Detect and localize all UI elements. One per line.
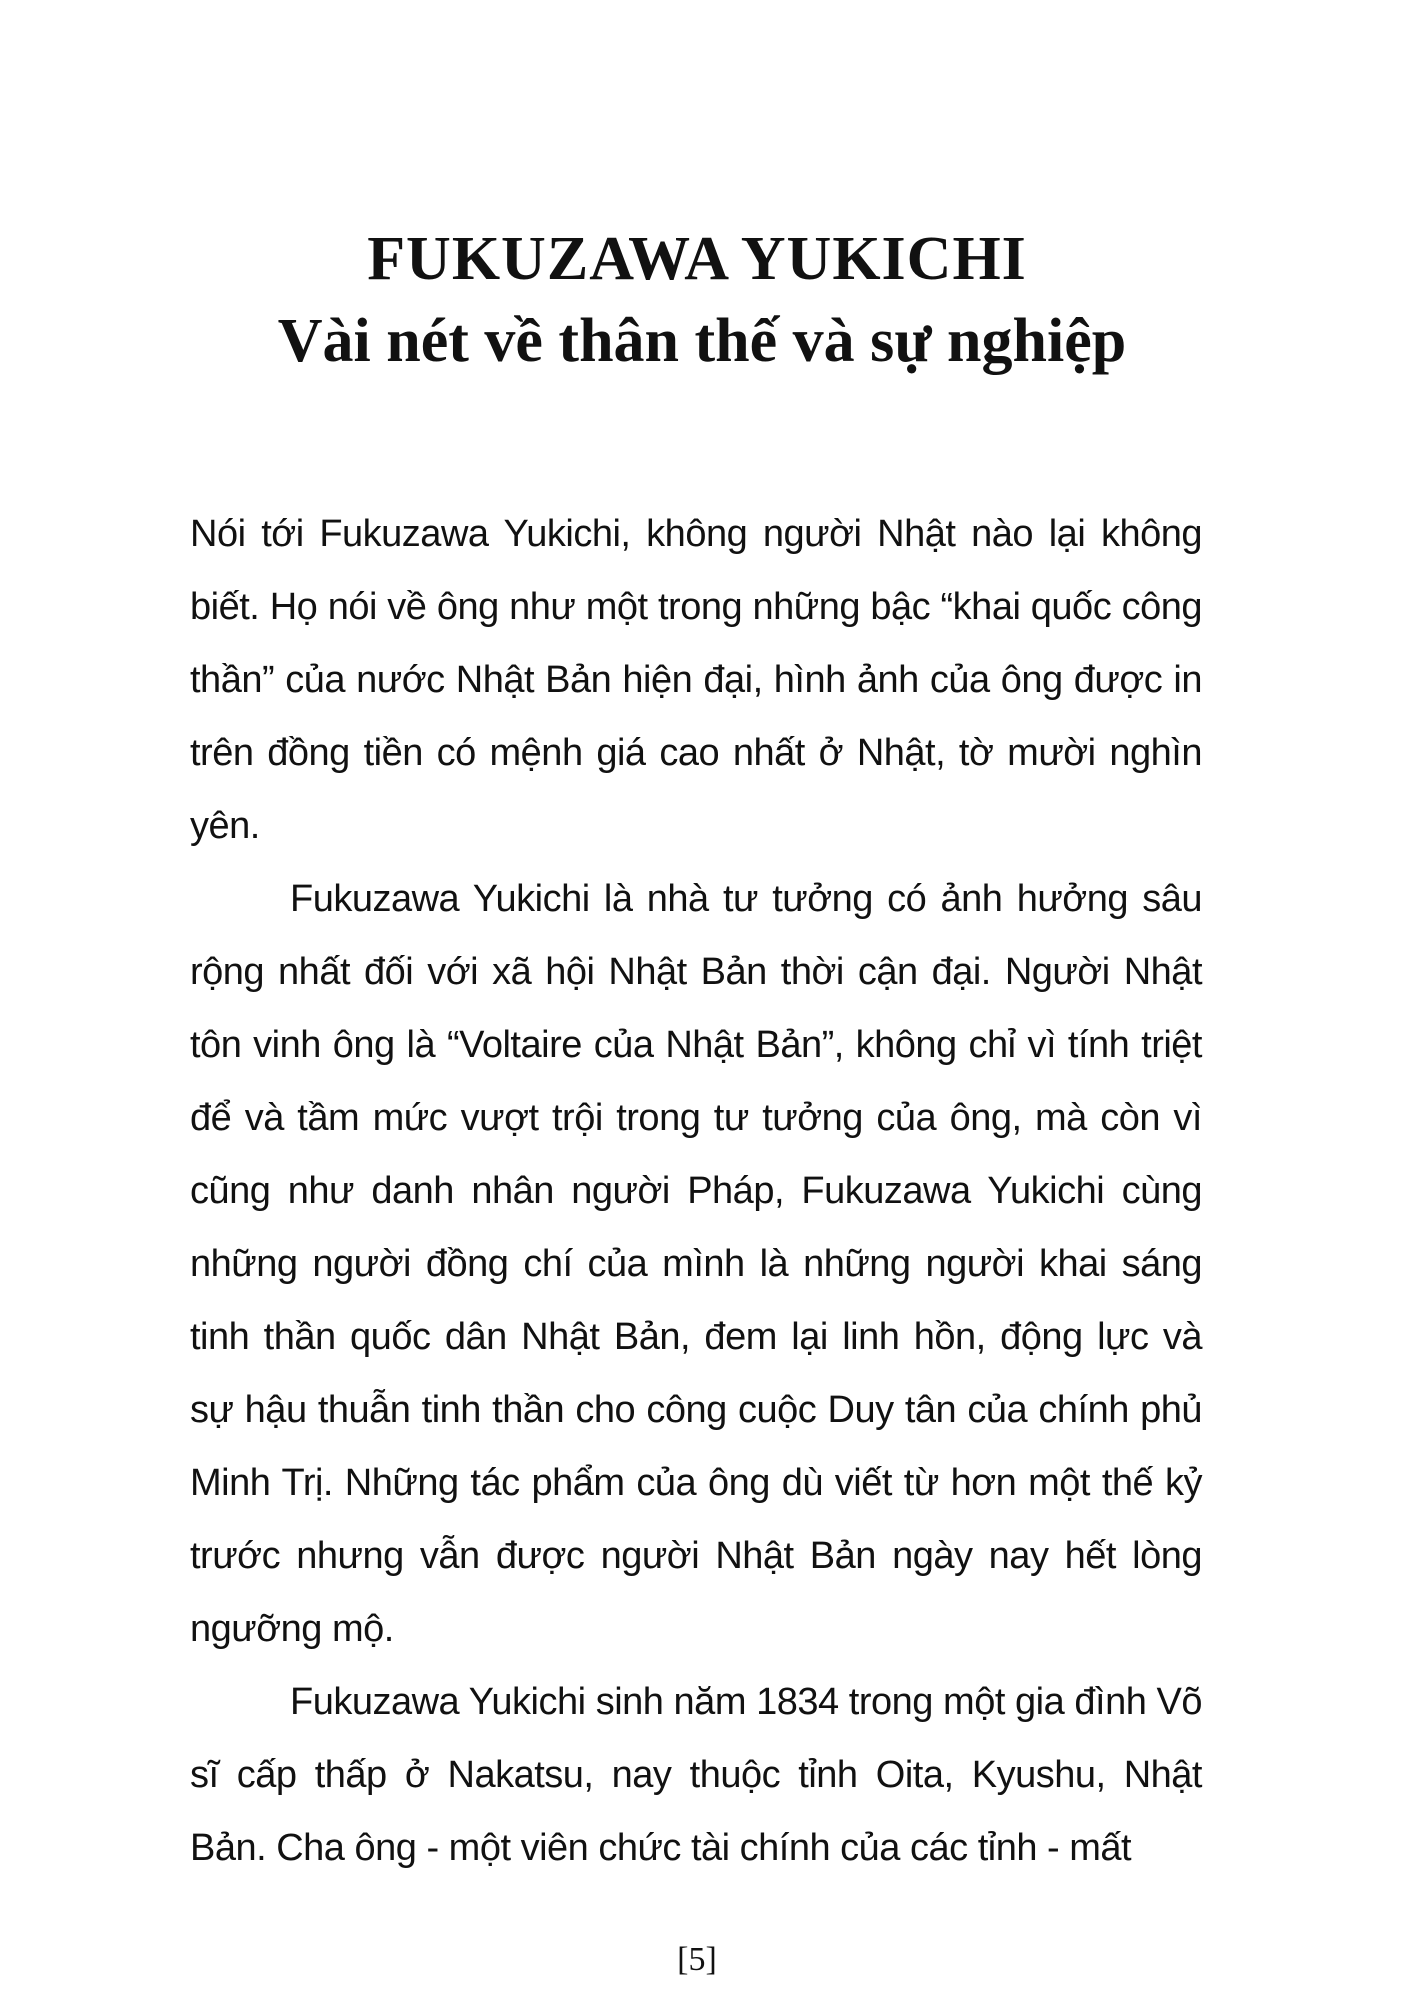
title-subtitle: Vài nét về thân thế và sự nghiệp — [277, 307, 1127, 375]
page-number: [5] — [677, 1941, 717, 1978]
body-text — [190, 498, 1202, 1885]
chapter-title — [0, 218, 1414, 382]
title-main: FUKUZAWA YUKICHI — [367, 225, 1027, 293]
paragraph-2: Fukuzawa Yukichi là nhà tư tưởng có ảnh hưởng sâu rộng nhất đối với xã hội Nhật Bản thời cận đại. Người Nhật tôn vinh ông là “Voltaire của Nhật Bản”, không chỉ vì tính triệt để và tầm mức vượt trội trong tư tưởng của ông, mà còn vì cũng như danh nhân người Pháp, Fukuzawa Yukichi cùng những người đồng chí của mình là những người khai sáng tinh thần quốc dân Nhật Bản, đem lại linh hồn, động lực và sự hậu thuẫn tinh thần cho công cuộc Duy tân của chính phủ Minh Trị. Những tác phẩm của ông dù viết từ hơn một thế kỷ trước nhưng vẫn được người Nhật Bản ngày nay hết lòng ngưỡng mộ. — [190, 878, 1202, 1650]
paragraph-3: Fukuzawa Yukichi sinh năm 1834 trong một gia đình Võ sĩ cấp thấp ở Nakatsu, nay thuộc tỉnh Oita, Kyushu, Nhật Bản. Cha ông - một viên chức tài chính của các tỉnh - mất — [190, 1681, 1202, 1869]
paragraph-1: Nói tới Fukuzawa Yukichi, không người Nhật nào lại không biết. Họ nói về ông như một trong những bậc “khai quốc công thần” của nước Nhật Bản hiện đại, hình ảnh của ông được in trên đồng tiền có mệnh giá cao nhất ở Nhật, tờ mười nghìn yên. — [190, 513, 1202, 847]
